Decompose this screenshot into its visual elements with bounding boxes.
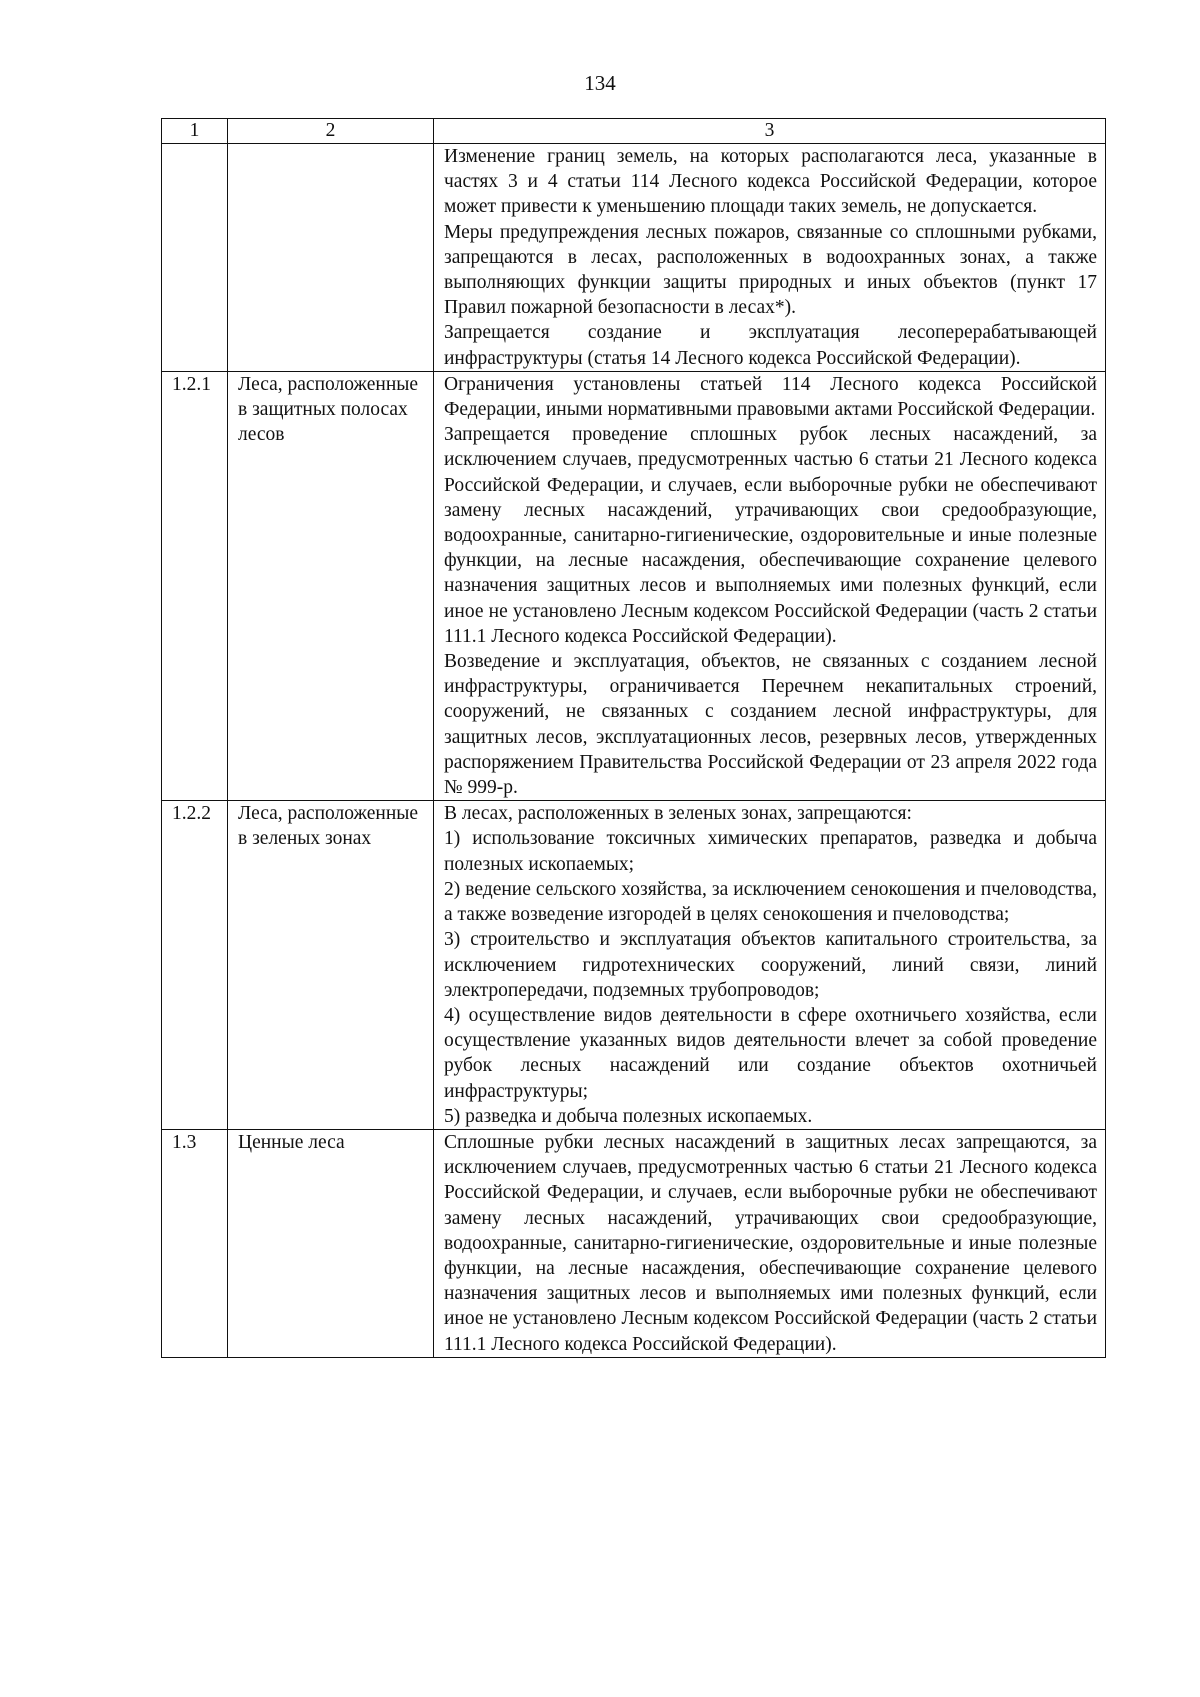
row-restrictions bbox=[434, 371, 1106, 800]
restriction-paragraph: 2) ведение сельского хозяйства, за исключением сенокошения и пчеловодства, а также возведение изгородей в целях сенокошения и пчеловодства; bbox=[444, 878, 1097, 926]
table-row bbox=[162, 371, 1106, 800]
table-header-row bbox=[162, 119, 1106, 144]
restriction-paragraph: Запрещается создание и эксплуатация лесоперерабатывающей инфраструктуры (статья 14 Лесного кодекса Российской Федерации). bbox=[444, 322, 1097, 369]
row-restrictions bbox=[434, 1129, 1106, 1357]
page-number: 134 bbox=[584, 71, 616, 95]
row-category: Леса, расположенные в зеленых зонах bbox=[228, 801, 434, 1130]
row-number: 1.2.1 bbox=[162, 371, 228, 800]
restrictions-table bbox=[161, 118, 1106, 1358]
row-restrictions bbox=[434, 801, 1106, 1130]
restriction-paragraph: 5) разведка и добыча полезных ископаемых. bbox=[444, 1105, 813, 1127]
restriction-paragraph: 3) строительство и эксплуатация объектов капитального строительства, за исключением гидротехнических сооружений, линий связи, линий электропередачи, подземных трубопроводов; bbox=[444, 929, 1097, 1001]
restriction-paragraph: Возведение и эксплуатация, объектов, не связанных с созданием лесной инфраструктуры, ограничивается Перечнем некапитальных строений, сооружений, не связанных с созданием лесной инфраструктуры, для защитных лесов, эксплуатационных лесов, резервных лесов, утвержденных распоряжением Правительства Российской Федерации от 23 апреля 2022 года № 999-р. bbox=[444, 651, 1097, 799]
restriction-paragraph: Изменение границ земель, на которых располагаются леса, указанные в частях 3 и 4 статьи 114 Лесного кодекса Российской Федерации, которое может привести к уменьшению площади таких земель, не допускается. bbox=[444, 146, 1097, 218]
row-restrictions bbox=[434, 144, 1106, 372]
header-cell-3: 3 bbox=[434, 119, 1106, 144]
row-category: Леса, расположенные в защитных полосах лесов bbox=[228, 371, 434, 800]
restriction-paragraph: Запрещается проведение сплошных рубок лесных насаждений, за исключением случаев, предусмотренных частью 6 статьи 21 Лесного кодекса Российской Федерации, и случаев, если выборочные рубки не обеспечивают замену лесных насаждений, утрачивающих свои средообразующие, водоохранные, санитарно-гигиенические, оздоровительные и иные полезные функции, на лесные насаждения, обеспечивающие сохранение целевого назначения защитных лесов и выполняемых ими полезных функций, если иное не установлено Лесным кодексом Российской Федерации (часть 2 статьи 111.1 Лесного кодекса Российской Федерации). bbox=[444, 424, 1097, 647]
row-number: 1.2.2 bbox=[162, 801, 228, 1130]
restriction-paragraph: В лесах, расположенных в зеленых зонах, запрещаются: bbox=[444, 803, 912, 825]
row-number bbox=[162, 144, 228, 372]
row-category: Ценные леса bbox=[228, 1129, 434, 1357]
table-row bbox=[162, 801, 1106, 1130]
restriction-paragraph: 4) осуществление видов деятельности в сфере охотничьего хозяйства, если осуществление указанных видов деятельности влечет за собой проведение рубок лесных насаждений или создание объектов охотничьей инфраструктуры; bbox=[444, 1004, 1097, 1102]
table-row bbox=[162, 144, 1106, 372]
header-cell-1: 1 bbox=[162, 119, 228, 144]
header-cell-2: 2 bbox=[228, 119, 434, 144]
restriction-paragraph: 1) использование токсичных химических препаратов, разведка и добыча полезных ископаемых; bbox=[444, 828, 1097, 875]
row-number: 1.3 bbox=[162, 1129, 228, 1357]
restriction-paragraph: Меры предупреждения лесных пожаров, связанные со сплошными рубками, запрещаются в лесах, расположенных в водоохранных зонах, а также выполняющих функции защиты природных и иных объектов (пункт 17 Правил пожарной безопасности в лесах*). bbox=[444, 221, 1097, 319]
restriction-paragraph: Сплошные рубки лесных насаждений в защитных лесах запрещаются, за исключением случаев, предусмотренных частью 6 статьи 21 Лесного кодекса Российской Федерации, и случаев, если выборочные рубки не обеспечивают замену лесных насаждений, утрачивающих свои средообразующие, водоохранные, санитарно-гигиенические, оздоровительные и иные полезные функции, на лесные насаждения, обеспечивающие сохранение целевого назначения защитных лесов и выполняемых ими полезных функций, если иное не установлено Лесным кодексом Российской Федерации (часть 2 статьи 111.1 Лесного кодекса Российской Федерации). bbox=[444, 1131, 1097, 1355]
restriction-paragraph: Ограничения установлены статьей 114 Лесного кодекса Российской Федерации, иными нормативными правовыми актами Российской Федерации. bbox=[444, 373, 1097, 421]
row-category bbox=[228, 144, 434, 372]
table-row bbox=[162, 1129, 1106, 1357]
